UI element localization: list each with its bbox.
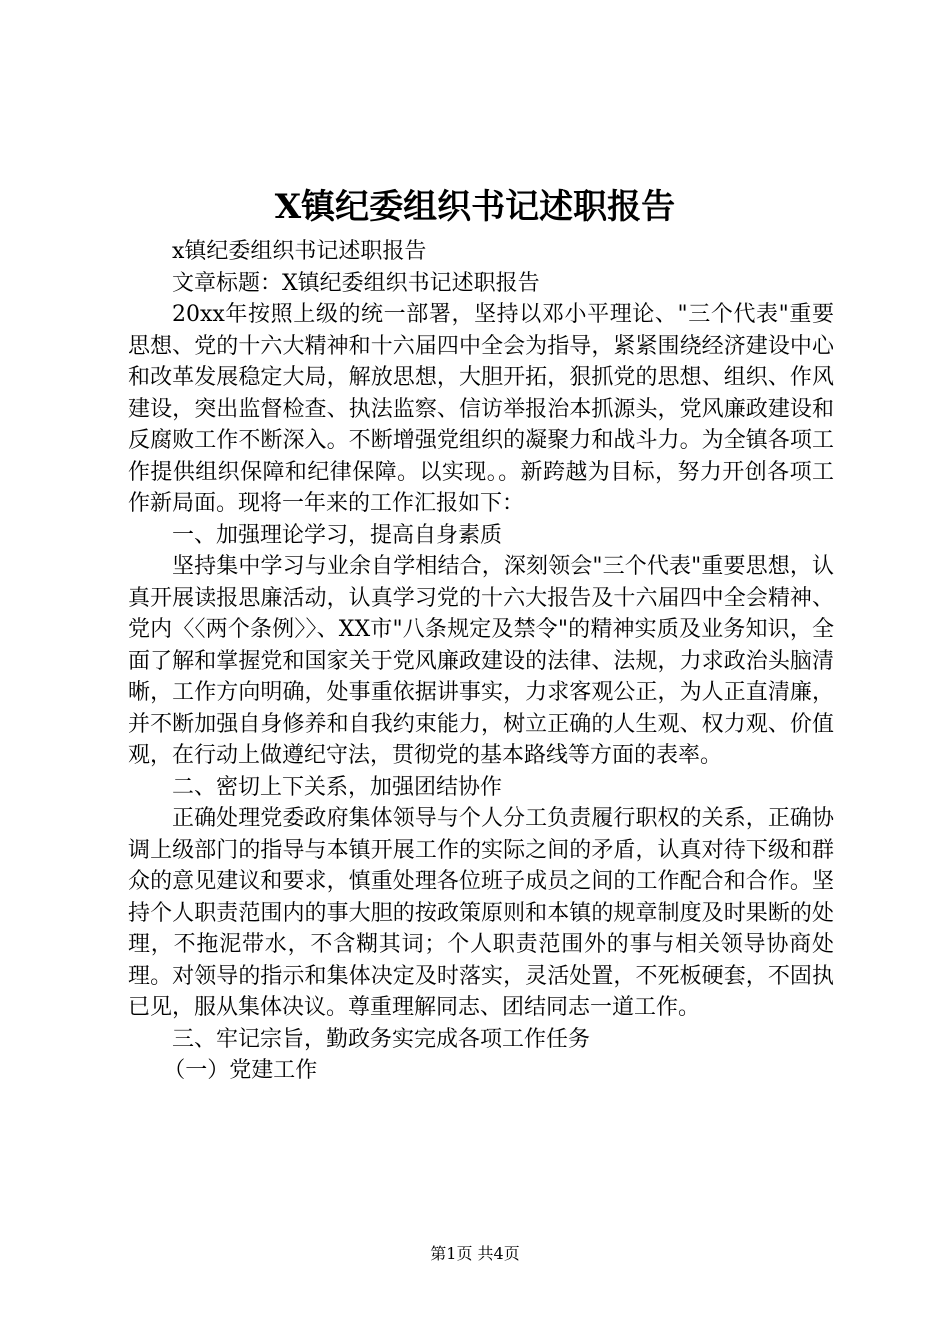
page-number: 第1页 共4页 [430, 1244, 520, 1263]
document-title: X镇纪委组织书记述职报告 [274, 187, 676, 227]
section-heading-1: 一、加强理论学习，提高自身素质 [172, 522, 503, 548]
paragraph-article-title: 文章标题：X镇纪委组织书记述职报告 [172, 270, 540, 296]
paragraph-intro: 20xx年按照上级的统一部署，坚持以邓小平理论、"三个代表"重要思想、党的十六大精神和十六届四中全会为指导，紧紧围绕经济建设中心和改革发展稳定大局，解放思想，大胆开拓，狠抓党的思想、组织、作风建设，突出监督检查、执法监察、信访举报治本抓源头，党风廉政建设和反腐败工作不断深入。不断增强党组织的凝聚力和战斗力。为全镇各项工作提供组织保障和纪律保障。以实现。。新跨越为目标，努力开创各项工作新局面。现将一年来的工作汇报如下： [128, 302, 834, 516]
paragraph-section-1: 坚持集中学习与业余自学相结合，深刻领会"三个代表"重要思想，认真开展读报思廉活动，认真学习党的十六大报告及十六届四中全会精神、党内〈〈两个条例〉〉、XX市"八条规定及禁令"的精神实质及业务知识，全面了解和掌握党和国家关于党风廉政建设的法律、法规，力求政治头脑清晰，工作方向明确，处事重依据讲事实，力求客观公正，为人正直清廉，并不断加强自身修养和自我约束能力，树立正确的人生观、权力观、价值观，在行动上做遵纪守法，贯彻党的基本路线等方面的表率。 [128, 554, 834, 768]
paragraph-section-2: 正确处理党委政府集体领导与个人分工负责履行职权的关系，正确协调上级部门的指导与本镇开展工作的实际之间的矛盾，认真对待下级和群众的意见建议和要求，慎重处理各位班子成员之间的工作配合和合作。坚持个人职责范围内的事大胆的按政策原则和本镇的规章制度及时果断的处理，不拖泥带水，不含糊其词；个人职责范围外的事与相关领导协商处理。对领导的指示和集体决定及时落实，灵活处置，不死板硬套，不固执已见，服从集体决议。尊重理解同志、团结同志一道工作。 [128, 806, 834, 1020]
document-body [128, 236, 834, 1087]
section-heading-3: 三、牢记宗旨，勤政务实完成各项工作任务 [172, 1026, 591, 1052]
section-heading-2: 二、密切上下关系，加强团结协作 [172, 774, 503, 800]
paragraph-subtitle: x镇纪委组织书记述职报告 [172, 239, 427, 264]
subsection-heading: （一）党建工作 [163, 1058, 318, 1083]
